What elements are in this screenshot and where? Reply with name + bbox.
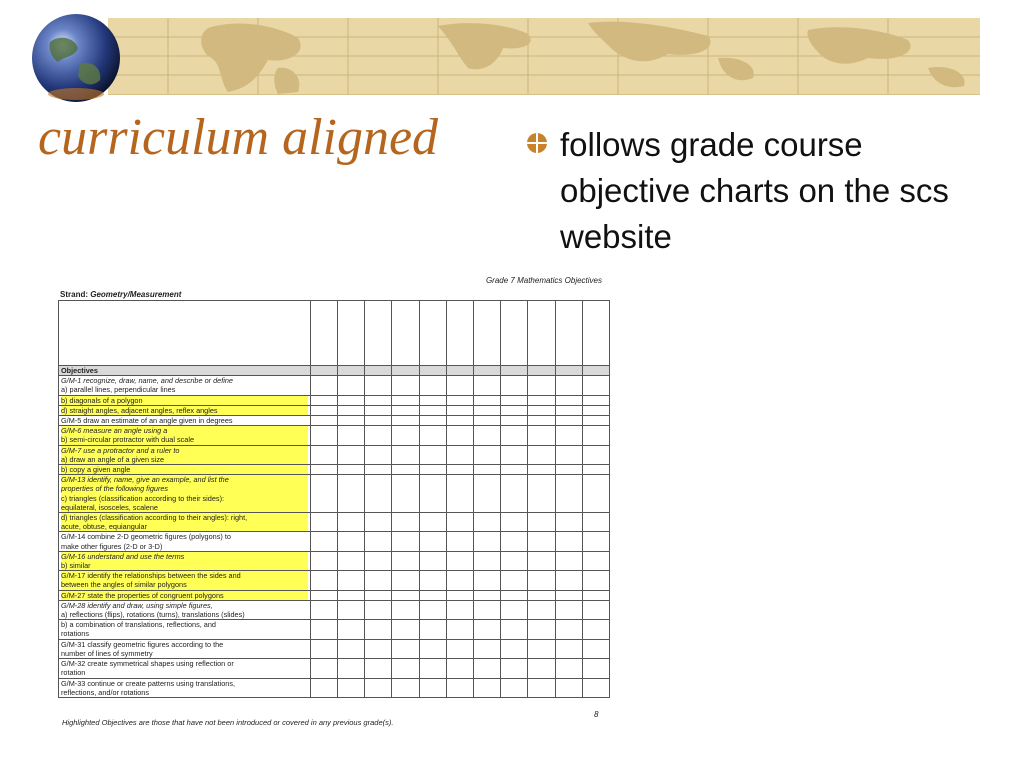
checkbox-cell [419, 465, 446, 475]
checkbox-cell [446, 620, 473, 639]
checkbox-cell [446, 445, 473, 464]
checkbox-cell [419, 426, 446, 445]
checkbox-cell [474, 532, 501, 551]
checkbox-cell [501, 532, 528, 551]
checkbox-cell [582, 590, 609, 600]
checkbox-cell [419, 659, 446, 678]
checkbox-cell [582, 678, 609, 697]
checkbox-cell [474, 475, 501, 513]
table-row [59, 475, 610, 513]
strand-name: Geometry/Measurement [90, 290, 182, 299]
checkbox-cell [501, 571, 528, 590]
checkbox-cell [419, 445, 446, 464]
checkbox-cell [474, 639, 501, 658]
objectives-document [58, 272, 618, 732]
checkbox-cell [419, 551, 446, 570]
checkbox-cell [474, 678, 501, 697]
table-row [59, 590, 610, 600]
objective-cell [59, 551, 311, 570]
checkbox-cell [310, 571, 337, 590]
checkbox-cell [446, 465, 473, 475]
table-row [59, 416, 610, 426]
objective-line: G/M-5 draw an estimate of an angle given in degrees [61, 416, 233, 426]
checkbox-cell [392, 532, 419, 551]
table-row [59, 426, 610, 445]
checkbox-cell [365, 551, 392, 570]
checkbox-cell [338, 395, 365, 405]
footnote: Highlighted Objectives are those that have not been introduced or covered in any previous grade(s). [62, 718, 394, 727]
checkbox-cell [528, 416, 555, 426]
checkbox-cell [419, 600, 446, 619]
checkbox-cell [555, 571, 582, 590]
checkbox-cell [501, 465, 528, 475]
checkbox-cell [338, 426, 365, 445]
checkbox-cell [365, 426, 392, 445]
objective-line: between the angles of similar polygons [61, 580, 308, 589]
checkbox-cell [338, 620, 365, 639]
checkbox-cell [528, 513, 555, 532]
checkbox-cell [446, 416, 473, 426]
objective-cell [59, 639, 311, 658]
checkbox-cell [392, 639, 419, 658]
world-map-graphic [108, 18, 980, 94]
checkbox-cell [501, 475, 528, 513]
checkbox-cell [582, 475, 609, 513]
checkbox-cell [392, 571, 419, 590]
checkbox-cell [474, 445, 501, 464]
checkbox-cell [338, 513, 365, 532]
checkbox-cell [555, 395, 582, 405]
checkbox-cell [555, 376, 582, 395]
checkbox-cell [528, 551, 555, 570]
objective-line: b) copy a given angle [61, 465, 308, 474]
checkbox-cell [310, 639, 337, 658]
checkbox-cell [501, 513, 528, 532]
checkbox-cell [555, 551, 582, 570]
objectives-heading-row [59, 366, 610, 376]
checkbox-cell [392, 678, 419, 697]
table-row [59, 376, 610, 395]
checkbox-cell [419, 620, 446, 639]
checkbox-cell [392, 405, 419, 415]
checkbox-cell [310, 600, 337, 619]
checkbox-cell [501, 426, 528, 445]
checkbox-cell [392, 416, 419, 426]
checkbox-cell [582, 416, 609, 426]
objective-line: b) a combination of translations, reflections, and [61, 620, 216, 630]
checkbox-cell [582, 571, 609, 590]
checkbox-cell [365, 395, 392, 405]
checkbox-cell [365, 405, 392, 415]
checkbox-cell [419, 376, 446, 395]
checkbox-cell [310, 513, 337, 532]
checkbox-cell [582, 659, 609, 678]
checkbox-cell [310, 620, 337, 639]
objective-line: b) semi-circular protractor with dual scale [61, 435, 308, 444]
checkbox-cell [501, 659, 528, 678]
objective-cell [59, 426, 311, 445]
checkbox-cell [555, 465, 582, 475]
checkbox-cell [338, 445, 365, 464]
objective-cell [59, 659, 311, 678]
checkbox-cell [555, 405, 582, 415]
checkbox-cell [528, 678, 555, 697]
checkbox-cell [365, 465, 392, 475]
objective-line: a) reflections (flips), rotations (turns), translations (slides) [61, 610, 245, 620]
objective-line: reflections, and/or rotations [61, 687, 150, 697]
checkbox-cell [582, 600, 609, 619]
objective-cell [59, 678, 311, 697]
checkbox-cell [528, 571, 555, 590]
checkbox-cell [338, 465, 365, 475]
table-row [59, 465, 610, 475]
checkbox-cell [338, 571, 365, 590]
checkbox-cell [474, 416, 501, 426]
checkbox-cell [338, 475, 365, 513]
checkbox-cell [501, 639, 528, 658]
checkbox-cell [365, 475, 392, 513]
checkbox-cell [310, 659, 337, 678]
checkbox-cell [582, 445, 609, 464]
checkbox-cell [365, 678, 392, 697]
checkbox-cell [474, 465, 501, 475]
checkbox-cell [446, 659, 473, 678]
checkbox-cell [528, 659, 555, 678]
checkbox-cell [582, 551, 609, 570]
objective-line: b) diagonals of a polygon [61, 396, 308, 405]
checkbox-cell [555, 600, 582, 619]
checkbox-cell [582, 376, 609, 395]
checkbox-cell [446, 678, 473, 697]
checkbox-cell [474, 376, 501, 395]
checkbox-cell [555, 513, 582, 532]
table-row [59, 532, 610, 551]
table-row [59, 600, 610, 619]
checkbox-cell [392, 551, 419, 570]
objective-line: G/M-6 measure an angle using a [61, 426, 308, 435]
checkbox-cell [365, 620, 392, 639]
objective-line: b) similar [61, 561, 308, 570]
checkbox-cell [446, 376, 473, 395]
checkbox-cell [392, 590, 419, 600]
table-row [59, 445, 610, 464]
table-row [59, 678, 610, 697]
checkbox-cell [555, 639, 582, 658]
checkbox-cell [528, 376, 555, 395]
checkbox-cell [446, 532, 473, 551]
checkbox-cell [528, 532, 555, 551]
checkbox-cell [365, 445, 392, 464]
checkbox-cell [474, 513, 501, 532]
checkbox-cell [365, 571, 392, 590]
checkbox-cell [555, 678, 582, 697]
checkbox-cell [501, 620, 528, 639]
checkbox-cell [392, 465, 419, 475]
checkbox-cell [446, 571, 473, 590]
checkbox-cell [392, 395, 419, 405]
header-banner [0, 0, 1024, 108]
strand-label-prefix: Strand: [60, 290, 88, 299]
objective-line: G/M-16 understand and use the terms [61, 552, 308, 561]
objective-cell [59, 571, 311, 590]
objectives-table [58, 300, 610, 698]
table-row [59, 639, 610, 658]
table-header-blank-row [59, 301, 610, 366]
checkbox-cell [582, 513, 609, 532]
objective-cell [59, 376, 311, 395]
checkbox-cell [501, 551, 528, 570]
checkbox-cell [310, 445, 337, 464]
checkbox-cell [365, 376, 392, 395]
objective-line: equilateral, isosceles, scalene [61, 503, 308, 512]
objective-cell [59, 405, 311, 415]
checkbox-cell [392, 600, 419, 619]
checkbox-cell [528, 405, 555, 415]
objective-cell [59, 445, 311, 464]
checkbox-cell [310, 426, 337, 445]
checkbox-cell [419, 532, 446, 551]
checkbox-cell [365, 532, 392, 551]
checkbox-cell [392, 445, 419, 464]
checkbox-cell [392, 475, 419, 513]
checkbox-cell [474, 620, 501, 639]
objective-line: G/M-32 create symmetrical shapes using reflection or [61, 659, 234, 669]
checkbox-cell [446, 395, 473, 405]
checkbox-cell [338, 590, 365, 600]
checkbox-cell [528, 590, 555, 600]
table-row [59, 405, 610, 415]
checkbox-cell [419, 513, 446, 532]
checkbox-cell [392, 659, 419, 678]
objective-line: rotations [61, 629, 89, 639]
checkbox-cell [365, 639, 392, 658]
checkbox-cell [310, 590, 337, 600]
checkbox-cell [338, 376, 365, 395]
checkbox-cell [582, 465, 609, 475]
objective-line: d) straight angles, adjacent angles, reflex angles [61, 406, 308, 415]
objective-cell [59, 620, 311, 639]
checkbox-cell [582, 426, 609, 445]
checkbox-cell [446, 600, 473, 619]
checkbox-cell [474, 551, 501, 570]
slide-title: curriculum aligned [38, 109, 439, 166]
checkbox-cell [365, 416, 392, 426]
checkbox-cell [338, 639, 365, 658]
checkbox-cell [528, 465, 555, 475]
objective-cell [59, 475, 311, 513]
objective-line: G/M-28 identify and draw, using simple figures, [61, 600, 213, 610]
checkbox-cell [419, 416, 446, 426]
checkbox-cell [446, 551, 473, 570]
checkbox-cell [310, 376, 337, 395]
objective-cell [59, 416, 311, 426]
checkbox-cell [310, 395, 337, 405]
checkbox-cell [365, 513, 392, 532]
objective-line: G/M-13 identify, name, give an example, and list the [61, 475, 308, 484]
checkbox-cell [310, 532, 337, 551]
checkbox-cell [555, 416, 582, 426]
objective-line: G/M-1 recognize, draw, name, and describe or define [61, 376, 233, 386]
checkbox-cell [392, 513, 419, 532]
checkbox-cell [474, 659, 501, 678]
objective-line: make other figures (2-D or 3-D) [61, 541, 163, 551]
checkbox-cell [555, 659, 582, 678]
objective-line: G/M-31 classify geometric figures according to the [61, 639, 224, 649]
bullet-text: follows grade course objective charts on the scs website [560, 126, 949, 255]
checkbox-cell [419, 590, 446, 600]
checkbox-cell [555, 475, 582, 513]
checkbox-cell [555, 532, 582, 551]
document-header: Grade 7 Mathematics Objectives [485, 276, 602, 285]
checkbox-cell [419, 678, 446, 697]
checkbox-cell [501, 590, 528, 600]
checkbox-cell [582, 639, 609, 658]
checkbox-cell [446, 513, 473, 532]
checkbox-cell [474, 395, 501, 405]
objective-cell [59, 513, 311, 532]
checkbox-cell [338, 600, 365, 619]
checkbox-cell [419, 395, 446, 405]
checkbox-cell [310, 416, 337, 426]
checkbox-cell [365, 590, 392, 600]
checkbox-cell [528, 620, 555, 639]
checkbox-cell [501, 600, 528, 619]
checkbox-cell [365, 659, 392, 678]
checkbox-cell [419, 405, 446, 415]
checkbox-cell [501, 678, 528, 697]
table-row [59, 395, 610, 405]
checkbox-cell [474, 590, 501, 600]
checkbox-cell [338, 659, 365, 678]
checkbox-cell [501, 405, 528, 415]
checkbox-cell [528, 639, 555, 658]
checkbox-cell [446, 639, 473, 658]
checkbox-cell [446, 426, 473, 445]
checkbox-cell [528, 426, 555, 445]
checkbox-cell [582, 405, 609, 415]
table-row [59, 513, 610, 532]
objective-line: c) triangles (classification according to their sides): [61, 494, 308, 503]
objective-line: a) draw an angle of a given size [61, 455, 308, 464]
objective-cell [59, 465, 311, 475]
objective-line: number of lines of symmetry [61, 648, 153, 658]
objective-line: acute, obtuse, equiangular [61, 522, 308, 531]
globe-bullet-icon [526, 132, 548, 154]
objective-cell [59, 590, 311, 600]
checkbox-cell [474, 426, 501, 445]
checkbox-cell [392, 376, 419, 395]
checkbox-cell [419, 571, 446, 590]
checkbox-cell [338, 551, 365, 570]
checkbox-cell [446, 475, 473, 513]
objective-cell [59, 395, 311, 405]
page-number: 8 [594, 710, 599, 719]
objectives-heading: Objectives [59, 366, 311, 376]
checkbox-cell [310, 405, 337, 415]
objective-line: G/M-14 combine 2-D geometric figures (polygons) to [61, 532, 231, 542]
checkbox-cell [582, 620, 609, 639]
table-row [59, 571, 610, 590]
checkbox-cell [528, 445, 555, 464]
checkbox-cell [419, 639, 446, 658]
checkbox-cell [501, 445, 528, 464]
objective-line: properties of the following figures [61, 484, 308, 493]
objective-line: d) triangles (classification according to their angles): right, [61, 513, 308, 522]
checkbox-cell [338, 532, 365, 551]
checkbox-cell [501, 416, 528, 426]
checkbox-cell [528, 475, 555, 513]
checkbox-cell [446, 590, 473, 600]
checkbox-cell [555, 620, 582, 639]
checkbox-cell [446, 405, 473, 415]
table-row [59, 551, 610, 570]
checkbox-cell [310, 678, 337, 697]
checkbox-cell [582, 395, 609, 405]
checkbox-cell [310, 475, 337, 513]
checkbox-cell [501, 376, 528, 395]
checkbox-cell [310, 551, 337, 570]
objective-line: G/M-33 continue or create patterns using translations, [61, 678, 235, 688]
objective-line: rotation [61, 668, 86, 678]
checkbox-cell [419, 475, 446, 513]
objective-line: G/M-17 identify the relationships between the sides and [61, 571, 308, 580]
checkbox-cell [392, 426, 419, 445]
objective-cell [59, 532, 311, 551]
checkbox-cell [338, 405, 365, 415]
checkbox-cell [555, 426, 582, 445]
checkbox-cell [501, 395, 528, 405]
checkbox-cell [338, 416, 365, 426]
checkbox-cell [474, 571, 501, 590]
checkbox-cell [528, 600, 555, 619]
checkbox-cell [310, 465, 337, 475]
checkbox-cell [338, 678, 365, 697]
objective-line: G/M-27 state the properties of congruent polygons [61, 591, 308, 600]
objective-line: a) parallel lines, perpendicular lines [61, 385, 176, 395]
table-row [59, 620, 610, 639]
world-map-strip [108, 18, 980, 95]
objective-cell [59, 600, 311, 619]
checkbox-cell [365, 600, 392, 619]
table-row [59, 659, 610, 678]
objective-line: G/M-7 use a protractor and a ruler to [61, 446, 308, 455]
checkbox-cell [474, 600, 501, 619]
strand-label [60, 290, 181, 299]
checkbox-cell [555, 445, 582, 464]
checkbox-cell [392, 620, 419, 639]
checkbox-cell [582, 532, 609, 551]
checkbox-cell [528, 395, 555, 405]
checkbox-cell [555, 590, 582, 600]
globe-icon [30, 12, 122, 104]
checkbox-cell [474, 405, 501, 415]
